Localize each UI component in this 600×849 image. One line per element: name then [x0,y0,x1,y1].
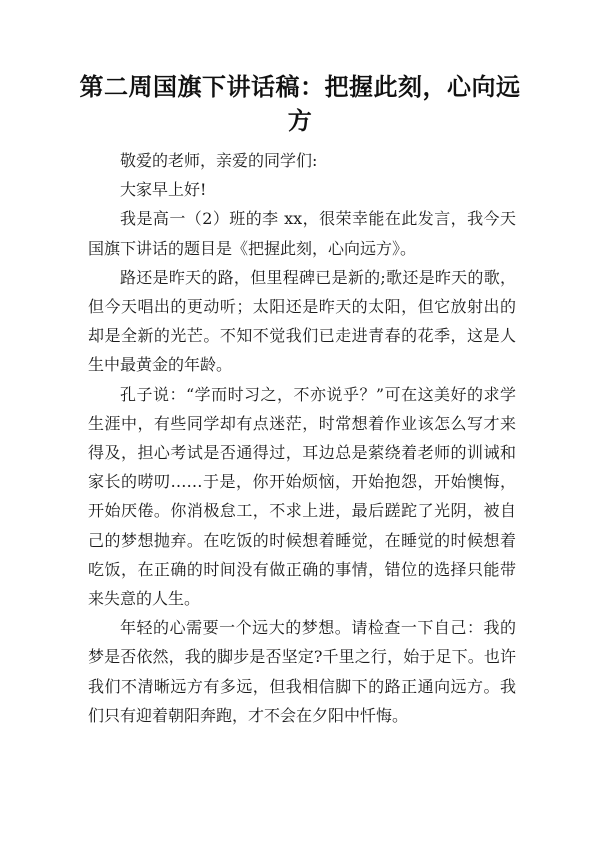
document-title: 第二周国旗下讲话稿：把握此刻，心向远方 [79,72,521,135]
paragraph-youth: 路还是昨天的路，但里程碑已是新的;歌还是昨天的歌，但今天唱出的更动听；太阳还是昨天的太阳，但它放射出的却是全新的光芒。不知不觉我们已走进青春的花季，这是人生中最黄金的年龄。 [88,267,516,375]
paragraph-confucius: 孔子说：“学而时习之，不亦说乎？”可在这美好的求学生涯中，有些同学却有点迷茫，时常想着作业该怎么写才来得及，担心考试是否通得过，耳边总是萦绕着老师的训诫和家长的唠叨……于是，你开始烦恼，开始抱怨，开始懊悔，开始厌倦。你消极怠工，不求上进，最后蹉跎了光阴，被自己的梦想抛弃。在吃饭的时候想着睡觉，在睡觉的时候想着吃饭，在正确的时间没有做正确的事情，错位的选择只能带来失意的人生。 [88,384,516,609]
document-body [88,146,516,730]
paragraph-greeting: 大家早上好! [120,180,207,200]
paragraph-introduction: 我是高一（2）班的李 xx，很荣幸能在此发言，我今天国旗下讲话的题目是《把握此刻，心向远方》。 [88,209,516,258]
paragraph-salutation: 敬爱的老师，亲爱的同学们: [120,151,318,170]
paragraph-dream: 年轻的心需要一个远大的梦想。请检查一下自己：我的梦是否依然，我的脚步是否坚定?千里之行，始于足下。也许我们不清晰远方有多远，但我相信脚下的路正通向远方。我们只有迎着朝阳奔跑，才不会在夕阳中忏悔。 [88,618,516,725]
